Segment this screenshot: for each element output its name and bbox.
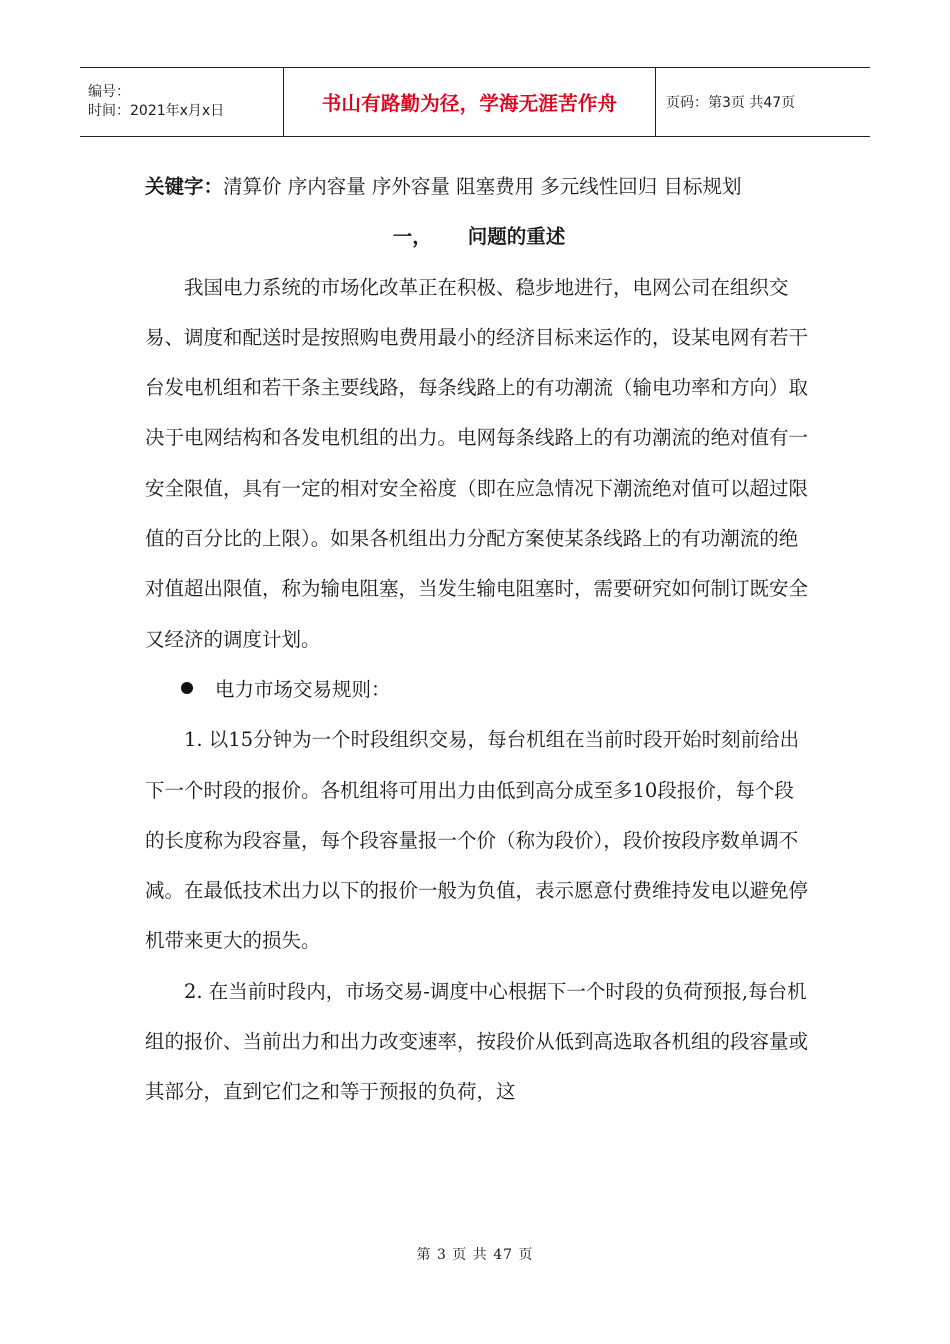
section-number: 一， bbox=[392, 225, 432, 249]
header-meta-cell bbox=[80, 68, 284, 136]
bullet-dot-icon bbox=[181, 682, 193, 694]
rule-1-paragraph: 1. 以15分钟为一个时段组织交易，每台机组在当前时段开始时刻前给出下一个时段的报价。各机组将可用出力由低到高分成至多10段报价，每个段的长度称为段容量，每个段容量报一个价（称为段价），段价按段序数单调不减。在最低技术出力以下的报价一般为负值，表示愿意付费维持发电以避免停机带来更大的损失。 bbox=[145, 728, 809, 953]
bullet-item bbox=[145, 665, 813, 715]
document-header bbox=[80, 67, 870, 137]
keywords-label: 关键字： bbox=[145, 175, 224, 198]
keywords-paragraph bbox=[145, 162, 813, 212]
document-body bbox=[145, 162, 813, 1118]
section-title: 问题的重述 bbox=[467, 225, 566, 249]
intro-paragraph: 我国电力系统的市场化改革正在积极、稳步地进行，电网公司在组织交易、调度和配送时是按照购电费用最小的经济目标来运作的，设某电网有若干台发电机组和若干条主要线路，每条线路上的有功潮流（输电功率和方向）取决于电网结构和各发电机组的出力。电网每条线路上的有功潮流的绝对值有一安全限值，具有一定的相对安全裕度（即在应急情况下潮流绝对值可以超过限值的百分比的上限）。如果各机组出力分配方案使某条线路上的有功潮流的绝对值超出限值，称为输电阻塞，当发生输电阻塞时，需要研究如何制订既安全又经济的调度计划。 bbox=[145, 275, 809, 651]
section-heading bbox=[145, 212, 813, 262]
document-number-label: 编号： bbox=[88, 84, 130, 100]
document-date-label: 时间：2021年x月x日 bbox=[88, 103, 225, 119]
page-footer: 第 3 页 共 47 页 bbox=[416, 1247, 534, 1263]
keywords-text: 清算价 序内容量 序外容量 阻塞费用 多元线性回归 目标规划 bbox=[223, 175, 742, 198]
bullet-text: 电力市场交易规则： bbox=[215, 677, 391, 701]
header-motto: 书山有路勤为径，学海无涯苦作舟 bbox=[284, 68, 656, 136]
rule-2-paragraph: 2. 在当前时段内，市场交易-调度中心根据下一个时段的负荷预报,每台机组的报价、当前出力和出力改变速率，按段价从低到高选取各机组的段容量或其部分，直到它们之和等于预报的负荷，这 bbox=[145, 979, 809, 1104]
header-page-info: 页码：第3页 共47页 bbox=[666, 95, 796, 111]
